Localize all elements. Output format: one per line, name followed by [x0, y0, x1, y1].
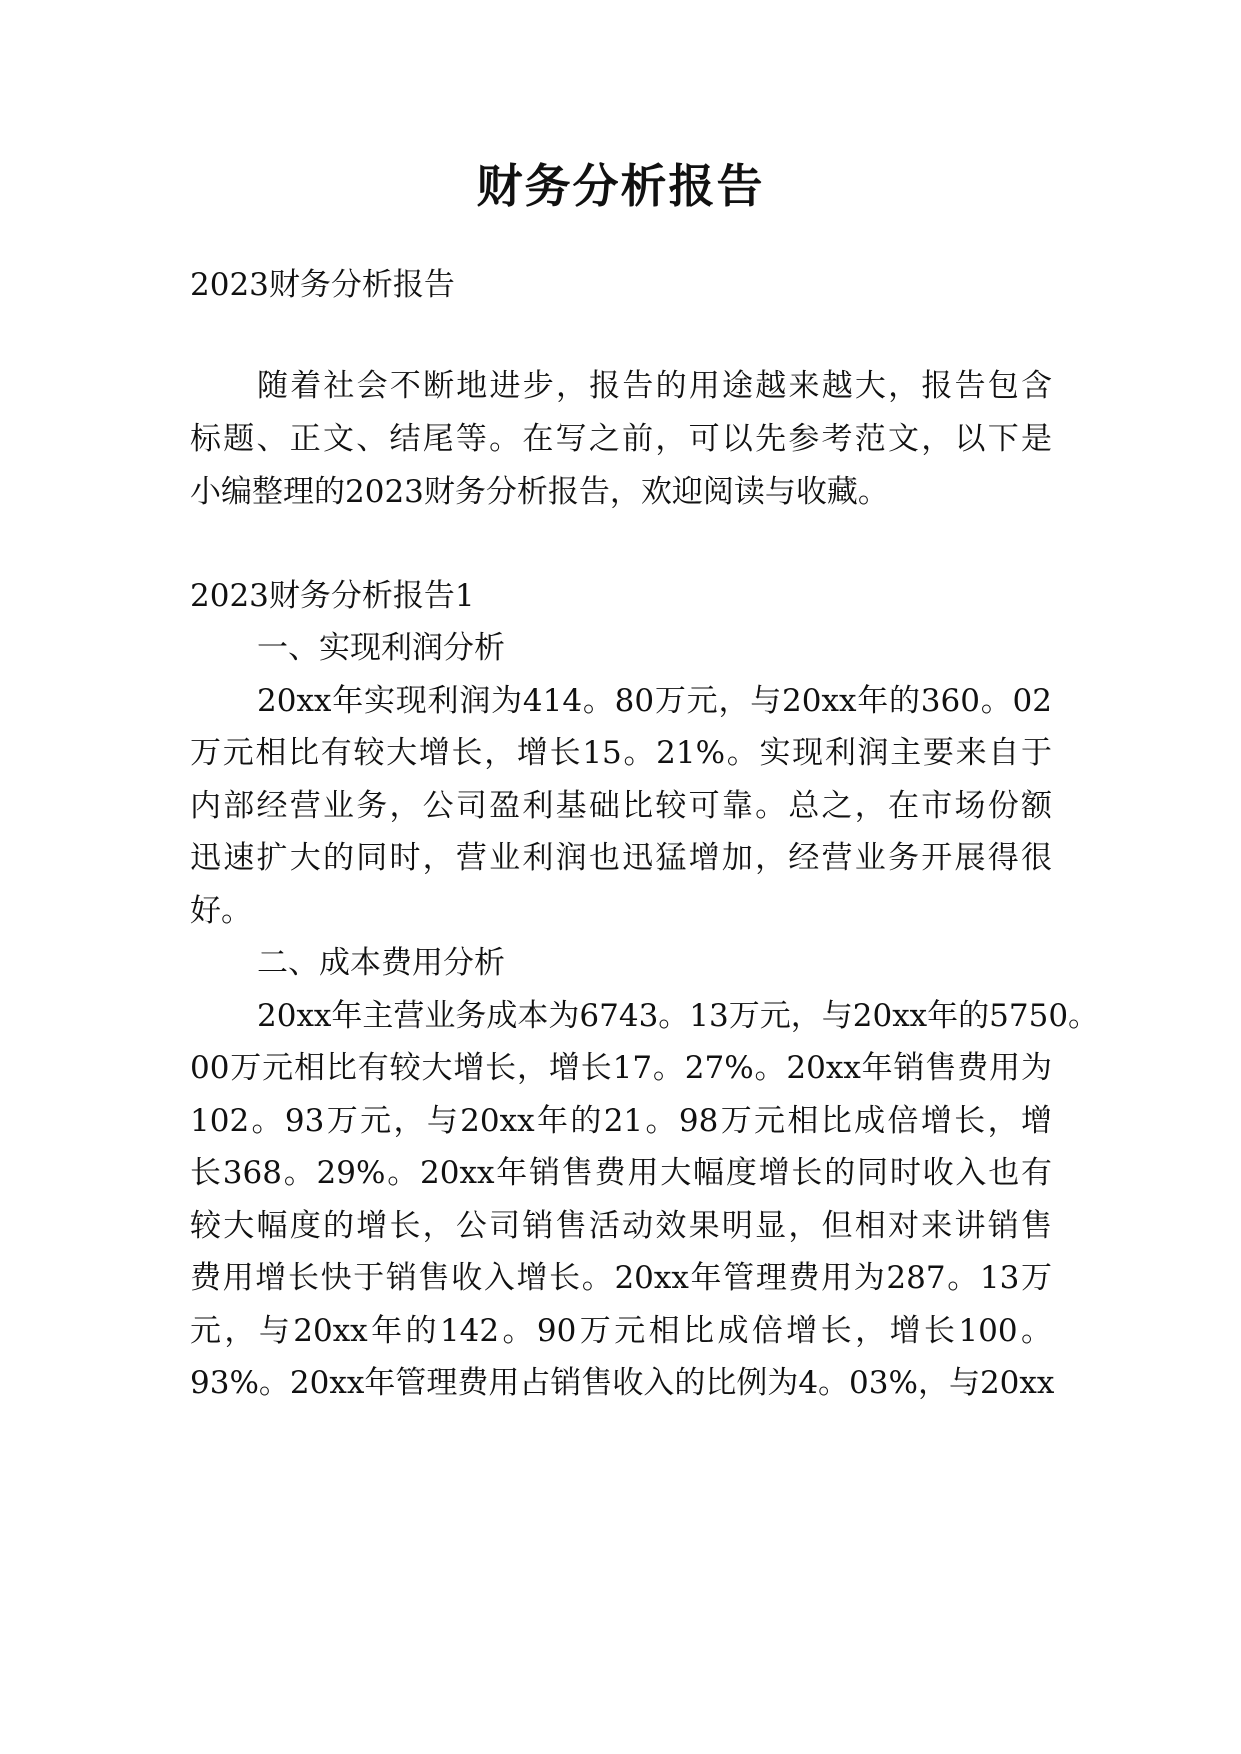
- part2-line-1: 20xx年主营业务成本为6743。13万元，与20xx年的5750。: [257, 998, 1100, 1034]
- part2-heading: 二、成本费用分析: [257, 945, 505, 981]
- part2-line-5: 较大幅度的增长，公司销售活动效果明显，但相对来讲销售: [190, 1208, 1052, 1244]
- part1-line-5: 好。: [190, 893, 252, 929]
- intro-line-1: 随着社会不断地进步，报告的用途越来越大，报告包含: [257, 368, 1052, 404]
- part1-line-1: 20xx年实现利润为414。80万元，与20xx年的360。02: [257, 683, 1052, 719]
- intro-line-3: 小编整理的2023财务分析报告，欢迎阅读与收藏。: [190, 474, 889, 510]
- part1-line-3: 内部经营业务，公司盈利基础比较可靠。总之，在市场份额: [190, 788, 1052, 824]
- part2-line-2: 00万元相比有较大增长，增长17。27%。20xx年销售费用为: [190, 1050, 1052, 1086]
- part2-line-4: 长368。29%。20xx年销售费用大幅度增长的同时收入也有: [190, 1155, 1052, 1191]
- document-title: 财务分析报告: [476, 159, 765, 213]
- intro-line-2: 标题、正文、结尾等。在写之前，可以先参考范文，以下是: [190, 421, 1052, 457]
- section-heading: 2023财务分析报告1: [190, 578, 475, 614]
- subtitle: 2023财务分析报告: [190, 267, 455, 303]
- part1-line-4: 迅速扩大的同时，营业利润也迅猛增加，经营业务开展得很: [190, 840, 1052, 876]
- part2-line-3: 102。93万元，与20xx年的21。98万元相比成倍增长，增: [190, 1103, 1052, 1139]
- part1-heading: 一、实现利润分析: [257, 630, 505, 666]
- part2-line-6: 费用增长快于销售收入增长。20xx年管理费用为287。13万: [190, 1260, 1052, 1296]
- part2-line-7: 元，与20xx年的142。90万元相比成倍增长，增长100。: [190, 1313, 1052, 1349]
- part1-line-2: 万元相比有较大增长，增长15。21%。实现利润主要来自于: [190, 735, 1052, 771]
- part2-line-8: 93%。20xx年管理费用占销售收入的比例为4。03%，与20xx: [190, 1365, 1055, 1401]
